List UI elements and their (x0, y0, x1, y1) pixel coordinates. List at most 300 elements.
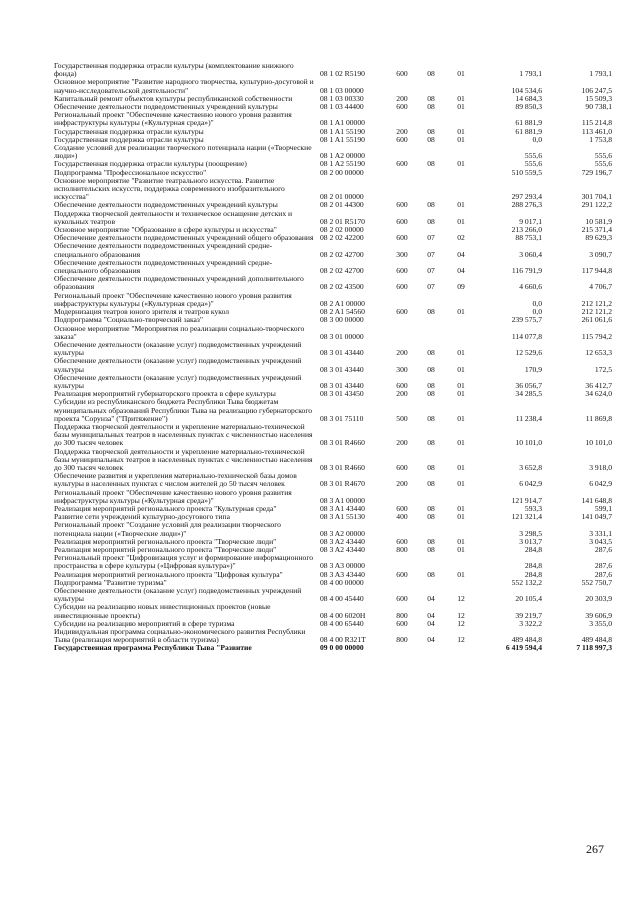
row-subsection (446, 177, 476, 202)
row-subsection (446, 489, 476, 505)
row-sum-year2: 261 061,6 (581, 315, 612, 325)
row-sum-year1: 239 575,7 (511, 315, 542, 325)
row-sum-year2: 39 606,9 (585, 610, 612, 620)
row-sum-year1: 121 914,7 (511, 495, 542, 505)
table-row (54, 111, 614, 127)
row-name: Субсидии из республиканского бюджета Республики Тыва бюджетам муниципальных образований Республики Тыва на реализацию губернаторского проекта "Сорунза" ("Притяжение") (54, 397, 313, 423)
row-subsection: 01 (457, 569, 465, 579)
row-sum-year2: 301 704,1 (581, 192, 612, 202)
table-row (54, 325, 614, 341)
row-sum-year1: 39 219,7 (515, 610, 542, 620)
row-expense-type: 200 (396, 93, 408, 103)
table-row (54, 521, 614, 537)
row-sum-year1: 1 793,1 (519, 69, 542, 79)
row-subsection (446, 325, 476, 341)
row-sum-year1: 170,9 (524, 364, 542, 374)
row-code: 08 2 A1 54560 (320, 307, 365, 317)
row-expense-type (388, 144, 416, 160)
row-sum-year2: 215 371,4 (581, 225, 612, 235)
row-expense-type: 600 (396, 380, 408, 390)
row-subsection: 01 (457, 512, 465, 522)
row-sum-year1: 34 285,5 (515, 389, 542, 399)
table-row (54, 472, 614, 488)
row-code: 08 1 A2 00000 (320, 151, 365, 161)
row-name: Модернизация театров юного зрителя и театров кукол (54, 307, 230, 317)
row-name: Создание условий для реализации творческого потенциала нации («Творческие люди») (54, 143, 312, 161)
row-name: Региональный проект "Создание условий для реализации творческого потенциала нации («Творческие люди»)" (54, 520, 281, 538)
row-sum-year1: 555,6 (524, 159, 542, 169)
row-sum-year2: 34 624,0 (585, 389, 612, 399)
row-expense-type: 500 (396, 413, 408, 423)
row-section: 08 (427, 69, 435, 79)
row-section: 08 (427, 544, 435, 554)
row-expense-type: 600 (396, 159, 408, 169)
row-name: Государственная программа Республики Тыва "Развитие (54, 643, 252, 653)
row-name: Региональный проект "Обеспечение качественно нового уровня развития инфраструктуры культуры («Культурная среда»)" (54, 110, 292, 128)
table-row (54, 242, 614, 258)
row-code: 08 3 A2 43440 (320, 544, 365, 554)
row-sum-year1: 555,6 (524, 151, 542, 161)
row-sum-year1: 116 791,9 (511, 266, 542, 276)
row-section: 08 (427, 102, 435, 112)
row-code: 08 1 03 00330 (320, 93, 364, 103)
row-sum-year2: 141 648,8 (581, 495, 612, 505)
row-name: Обеспечение деятельности (оказание услуг) подведомственных учреждений культуры (54, 372, 302, 390)
row-subsection: 01 (457, 503, 465, 513)
row-section (416, 144, 446, 160)
row-section: 08 (427, 413, 435, 423)
table-row (54, 357, 614, 373)
row-sum-year1: 284,8 (524, 544, 542, 554)
row-subsection (446, 554, 476, 570)
row-sum-year2: 287,6 (594, 544, 612, 554)
row-expense-type: 600 (396, 69, 408, 79)
row-subsection: 01 (457, 536, 465, 546)
row-expense-type (388, 316, 416, 324)
row-name: Основное мероприятие "Мероприятия по реализации социально-творческого заказа" (54, 323, 305, 341)
row-expense-type: 600 (396, 618, 408, 628)
table-row (54, 374, 614, 390)
row-expense-type: 200 (396, 479, 408, 489)
row-name: Региональный проект "Обеспечение качественно нового уровня развития инфраструктуры культуры («Культурная среда»)" (54, 290, 292, 308)
row-section: 04 (427, 610, 435, 620)
row-sum-year2: 489 484,8 (581, 635, 612, 645)
row-subsection: 01 (457, 389, 465, 399)
row-name: Реализация мероприятий регионального проекта "Культурная среда" (54, 503, 277, 513)
row-section: 04 (427, 618, 435, 628)
row-sum-year2: 115 794,2 (581, 331, 612, 341)
row-section (416, 579, 446, 587)
row-name: Реализация мероприятий регионального проекта "Творческие люди" (54, 544, 277, 554)
row-section: 08 (427, 462, 435, 472)
row-code: 08 1 A1 55190 (320, 126, 365, 136)
row-section: 08 (427, 503, 435, 513)
row-name: Реализация мероприятий регионального проекта "Цифровая культура" (54, 569, 283, 579)
row-name: Основное мероприятие "Развитие народного творчества, культурно-досуговой и научно-исследовательской деятельности" (54, 77, 314, 95)
table-row (54, 78, 614, 94)
row-code: 08 3 01 R4670 (320, 479, 365, 489)
row-name: Реализация мероприятий регионального проекта "Творческие люди" (54, 536, 277, 546)
row-sum-year1: 61 881,9 (515, 126, 542, 136)
row-subsection: 01 (457, 413, 465, 423)
row-name: Поддержка творческой деятельности и укрепление материально-технической базы муниципальных театров в населенных пунктах с численностью населения до 300 тысяч человек (54, 446, 313, 472)
row-subsection: 01 (457, 364, 465, 374)
row-code: 08 3 01 43450 (320, 389, 364, 399)
table-row (54, 62, 614, 78)
row-sum-year2: 89 629,3 (585, 233, 612, 243)
row-name: Обеспечение деятельности подведомственных учреждений культуры (54, 102, 278, 112)
row-section: 08 (427, 479, 435, 489)
row-expense-type: 300 (396, 249, 408, 259)
page-number: 267 (586, 842, 604, 856)
row-section (416, 177, 446, 202)
row-sum-year1: 0,0 (532, 298, 542, 308)
row-sum-year2: 287,6 (594, 561, 612, 571)
row-sum-year1: 0,0 (532, 134, 542, 144)
row-sum-year1: 3 060,4 (519, 249, 542, 259)
row-expense-type: 600 (396, 102, 408, 112)
table-row (54, 489, 614, 505)
table-row (54, 275, 614, 291)
row-subsection: 02 (457, 233, 465, 243)
row-name: Обеспечение деятельности (оказание услуг) подведомственных учреждений культуры (54, 339, 302, 358)
row-code: 08 4 00 6020H (320, 610, 366, 620)
row-name: Субсидии на реализацию новых инвестиционных проектов (новые инвестиционные проекты) (54, 602, 271, 620)
row-sum-year1: 11 238,4 (515, 413, 542, 423)
row-section: 07 (427, 282, 435, 292)
row-subsection (446, 644, 476, 652)
row-subsection (446, 144, 476, 160)
row-subsection (446, 579, 476, 587)
row-expense-type: 200 (396, 348, 408, 358)
row-expense-type: 600 (396, 266, 408, 276)
row-sum-year1: 20 105,4 (515, 594, 542, 604)
row-name: Подпрограмма "Профессиональное искусство" (54, 167, 207, 177)
row-sum-year2: 172,5 (594, 364, 612, 374)
table-row (54, 292, 614, 308)
row-section: 08 (427, 389, 435, 399)
row-expense-type (388, 554, 416, 570)
row-sum-year2: 1 753,8 (589, 134, 612, 144)
row-expense-type (388, 292, 416, 308)
row-section (416, 325, 446, 341)
row-sum-year1: 3 652,8 (519, 462, 542, 472)
row-subsection: 12 (457, 635, 465, 645)
row-sum-year2: 212 121,2 (581, 307, 612, 317)
row-code: 08 4 00 65440 (320, 618, 364, 628)
row-sum-year1: 61 881,9 (515, 118, 542, 128)
row-subsection (446, 111, 476, 127)
row-expense-type: 800 (396, 544, 408, 554)
table-row (54, 177, 614, 202)
row-name: Поддержка творческой деятельности и техническое оснащение детских и кукольных театров (54, 208, 293, 226)
row-name: Государственная поддержка отрасли культуры (54, 126, 204, 136)
row-sum-year1: 121 321,4 (511, 512, 542, 522)
row-expense-type: 600 (396, 594, 408, 604)
row-sum-year2: 10 101,0 (585, 438, 612, 448)
row-name: Индивидуальная программа социально-экономического развития Республики Тыва (реализация мероприятий в области туризма) (54, 627, 306, 645)
row-code: 08 3 01 43440 (320, 364, 364, 374)
row-section: 08 (427, 569, 435, 579)
row-sum-year1: 3 322,2 (519, 618, 542, 628)
row-sum-year1: 114 077,8 (511, 331, 542, 341)
row-sum-year2: 555,6 (594, 151, 612, 161)
row-section (416, 554, 446, 570)
row-name: Поддержка творческой деятельности и укрепление материально-технической базы муниципальных театров в населенных пунктах с численностью населения до 300 тысяч человек (54, 421, 313, 448)
row-subsection (446, 521, 476, 537)
row-sum-year2: 12 653,3 (585, 348, 612, 358)
row-sum-year2: 1 793,1 (589, 69, 612, 79)
row-name: Региональный проект "Обеспечение качественно нового уровня развития инфраструктуры культуры («Культурная среда»)" (54, 487, 292, 505)
row-code: 08 1 A1 00000 (320, 118, 365, 128)
row-code: 08 3 A3 00000 (320, 561, 365, 571)
row-section: 08 (427, 216, 435, 226)
row-sum-year2: 599,1 (594, 503, 612, 513)
row-expense-type (388, 177, 416, 202)
row-code: 08 2 02 00000 (320, 225, 364, 235)
row-code: 08 3 01 00000 (320, 331, 364, 341)
row-code: 08 2 01 R5170 (320, 216, 365, 226)
row-expense-type: 600 (396, 307, 408, 317)
row-sum-year2: 4 706,7 (589, 282, 612, 292)
table-row (54, 587, 614, 603)
row-expense-type: 300 (396, 364, 408, 374)
row-subsection: 01 (457, 479, 465, 489)
row-section: 08 (427, 126, 435, 136)
row-expense-type (388, 78, 416, 94)
row-subsection: 01 (457, 126, 465, 136)
row-sum-year2: 11 869,8 (585, 413, 612, 423)
row-expense-type: 600 (396, 134, 408, 144)
row-name: Обеспечение деятельности (оказание услуг) подведомственных учреждений культуры (54, 356, 302, 374)
row-section: 08 (427, 380, 435, 390)
row-name: Обеспечение деятельности подведомственных учреждений общего образования (54, 233, 314, 243)
row-sum-year1: 0,0 (532, 307, 542, 317)
row-sum-year2: 6 042,9 (589, 479, 612, 489)
row-code: 08 3 A2 43440 (320, 536, 365, 546)
table-row (54, 644, 614, 652)
row-name: Капитальный ремонт объектов культуры республиканской собственности (54, 93, 293, 103)
row-sum-year2: 212 121,2 (581, 298, 612, 308)
row-sum-year2: 3 331,1 (589, 528, 612, 538)
row-expense-type: 600 (396, 282, 408, 292)
row-subsection: 01 (457, 93, 465, 103)
row-sum-year1: 6 419 594,4 (505, 643, 542, 653)
row-section (416, 521, 446, 537)
row-name: Основное мероприятие "Образование в сфере культуры и искусства" (54, 225, 277, 235)
row-expense-type: 600 (396, 200, 408, 210)
row-subsection: 01 (457, 380, 465, 390)
row-section: 08 (427, 134, 435, 144)
row-section: 08 (427, 200, 435, 210)
table-row (54, 554, 614, 570)
row-sum-year1: 104 534,6 (511, 85, 542, 95)
row-code: 08 3 A3 43440 (320, 569, 365, 579)
row-expense-type: 600 (396, 216, 408, 226)
row-code: 08 2 02 42700 (320, 249, 364, 259)
row-sum-year2: 117 944,8 (581, 266, 612, 276)
row-expense-type (388, 579, 416, 587)
row-code: 08 3 01 R4660 (320, 462, 365, 472)
row-subsection: 01 (457, 544, 465, 554)
row-name: Государственная поддержка отрасли культуры (поощрение) (54, 159, 247, 169)
table-row (54, 144, 614, 160)
row-name: Обеспечение деятельности (оказание услуг) подведомственных учреждений культуры (54, 586, 302, 604)
row-code: 08 3 01 43440 (320, 348, 364, 358)
row-code: 08 1 03 44400 (320, 102, 364, 112)
row-subsection: 01 (457, 102, 465, 112)
row-expense-type (388, 169, 416, 177)
row-code: 08 3 A1 00000 (320, 495, 365, 505)
row-section: 08 (427, 307, 435, 317)
row-section (416, 292, 446, 308)
row-section (416, 644, 446, 652)
row-expense-type (388, 644, 416, 652)
row-subsection: 01 (457, 307, 465, 317)
row-name: Субсидии на реализацию мероприятий в сфере туризма (54, 618, 235, 628)
row-name: Подпрограмма "Социально-творческий заказ" (54, 315, 203, 325)
row-expense-type: 600 (396, 569, 408, 579)
row-subsection: 01 (457, 200, 465, 210)
row-code: 08 3 01 R4660 (320, 438, 365, 448)
row-sum-year1: 284,8 (524, 561, 542, 571)
row-section: 08 (427, 512, 435, 522)
table-row (54, 398, 614, 423)
row-sum-year2: 20 303,9 (585, 594, 612, 604)
row-name: Реализация мероприятий губернаторского проекта в сфере культуры (54, 389, 276, 399)
row-code: 08 2 02 43500 (320, 282, 364, 292)
row-sum-year1: 36 056,7 (515, 380, 542, 390)
row-section (416, 489, 446, 505)
row-code: 08 2 00 00000 (320, 167, 364, 177)
row-expense-type: 600 (396, 233, 408, 243)
row-expense-type (388, 111, 416, 127)
row-sum-year2: 555,6 (594, 159, 612, 169)
row-section: 04 (427, 594, 435, 604)
table-row (54, 448, 614, 473)
row-section (416, 78, 446, 94)
row-subsection: 04 (457, 249, 465, 259)
row-code: 08 4 00 00000 (320, 577, 364, 587)
row-subsection: 01 (457, 216, 465, 226)
row-subsection: 01 (457, 134, 465, 144)
row-expense-type: 800 (396, 635, 408, 645)
row-code: 08 1 02 R5190 (320, 69, 365, 79)
row-name: Обеспечение деятельности подведомственных учреждений средне-специального образования (54, 241, 273, 259)
table-row (54, 341, 614, 357)
table-body (54, 62, 614, 653)
table-row (54, 259, 614, 275)
row-expense-type: 200 (396, 389, 408, 399)
row-section: 08 (427, 93, 435, 103)
row-expense-type: 600 (396, 462, 408, 472)
table-row (54, 423, 614, 448)
row-sum-year1: 297 293,4 (511, 192, 542, 202)
row-sum-year1: 14 684,3 (515, 93, 542, 103)
row-subsection: 09 (457, 282, 465, 292)
row-sum-year2: 3 918,0 (589, 462, 612, 472)
table-row (54, 210, 614, 226)
row-code: 08 4 00 45440 (320, 594, 364, 604)
row-subsection: 01 (457, 438, 465, 448)
row-expense-type: 600 (396, 503, 408, 513)
row-code: 08 3 A2 00000 (320, 528, 365, 538)
row-subsection: 01 (457, 348, 465, 358)
row-expense-type (388, 489, 416, 505)
row-sum-year1: 284,8 (524, 569, 542, 579)
row-section: 07 (427, 249, 435, 259)
row-expense-type: 600 (396, 536, 408, 546)
row-subsection (446, 316, 476, 324)
row-expense-type (388, 521, 416, 537)
row-sum-year1: 3 298,5 (519, 528, 542, 538)
row-subsection (446, 292, 476, 308)
row-section: 08 (427, 364, 435, 374)
row-code: 08 1 A1 55190 (320, 134, 365, 144)
row-code: 08 2 01 44300 (320, 200, 364, 210)
row-code: 08 3 01 43440 (320, 380, 364, 390)
row-name: Развитие сети учреждений культурно-досугового типа (54, 512, 230, 522)
table-row (54, 603, 614, 619)
row-sum-year1: 593,3 (524, 503, 542, 513)
row-code: 08 2 02 42700 (320, 266, 364, 276)
row-subsection: 04 (457, 266, 465, 276)
row-code: 08 3 00 00000 (320, 315, 364, 325)
row-sum-year2: 113 461,0 (581, 126, 612, 136)
row-sum-year1: 89 850,3 (515, 102, 542, 112)
row-section: 07 (427, 233, 435, 243)
row-code: 08 2 02 42200 (320, 233, 364, 243)
row-section: 08 (427, 348, 435, 358)
budget-table (54, 62, 614, 653)
row-name: Подпрограмма "Развитие туризма" (54, 577, 167, 587)
row-sum-year1: 288 276,3 (511, 200, 542, 210)
row-sum-year1: 9 017,1 (519, 216, 542, 226)
row-sum-year2: 3 355,0 (589, 618, 612, 628)
row-sum-year1: 88 753,1 (515, 233, 542, 243)
row-section: 04 (427, 635, 435, 645)
row-subsection: 01 (457, 462, 465, 472)
row-sum-year2: 106 247,5 (581, 85, 612, 95)
row-code: 08 2 A1 00000 (320, 298, 365, 308)
row-code: 08 3 A1 55130 (320, 512, 365, 522)
row-name: Обеспечение деятельности подведомственных учреждений средне-специального образования (54, 257, 273, 276)
row-sum-year2: 291 122,2 (581, 200, 612, 210)
row-section (416, 111, 446, 127)
row-expense-type: 200 (396, 126, 408, 136)
row-sum-year1: 510 559,5 (511, 167, 542, 177)
row-sum-year1: 552 132,2 (511, 577, 542, 587)
row-sum-year1: 6 042,9 (519, 479, 542, 489)
row-sum-year2: 10 581,9 (585, 216, 612, 226)
row-name: Государственная поддержка отрасли культуры (54, 134, 204, 144)
row-section (416, 169, 446, 177)
row-code: 08 1 A2 55190 (320, 159, 365, 169)
row-sum-year2: 3 043,5 (589, 536, 612, 546)
row-code: 08 3 01 75110 (320, 413, 364, 423)
row-subsection: 12 (457, 618, 465, 628)
row-name: Основное мероприятие "Развитие театрального искусства. Развитие исполнительских искусств, поддержка современного изобразительного искусства" (54, 175, 285, 202)
row-subsection: 01 (457, 159, 465, 169)
row-name: Обеспечение деятельности подведомственных учреждений дополнительного образования (54, 274, 304, 292)
row-sum-year1: 213 266,0 (511, 225, 542, 235)
row-section: 08 (427, 536, 435, 546)
row-sum-year1: 4 660,6 (519, 282, 542, 292)
row-sum-year1: 489 484,8 (511, 635, 542, 645)
row-code: 08 4 00 R321T (320, 635, 366, 645)
row-code: 09 0 00 00000 (320, 643, 364, 653)
row-sum-year1: 10 101,0 (515, 438, 542, 448)
